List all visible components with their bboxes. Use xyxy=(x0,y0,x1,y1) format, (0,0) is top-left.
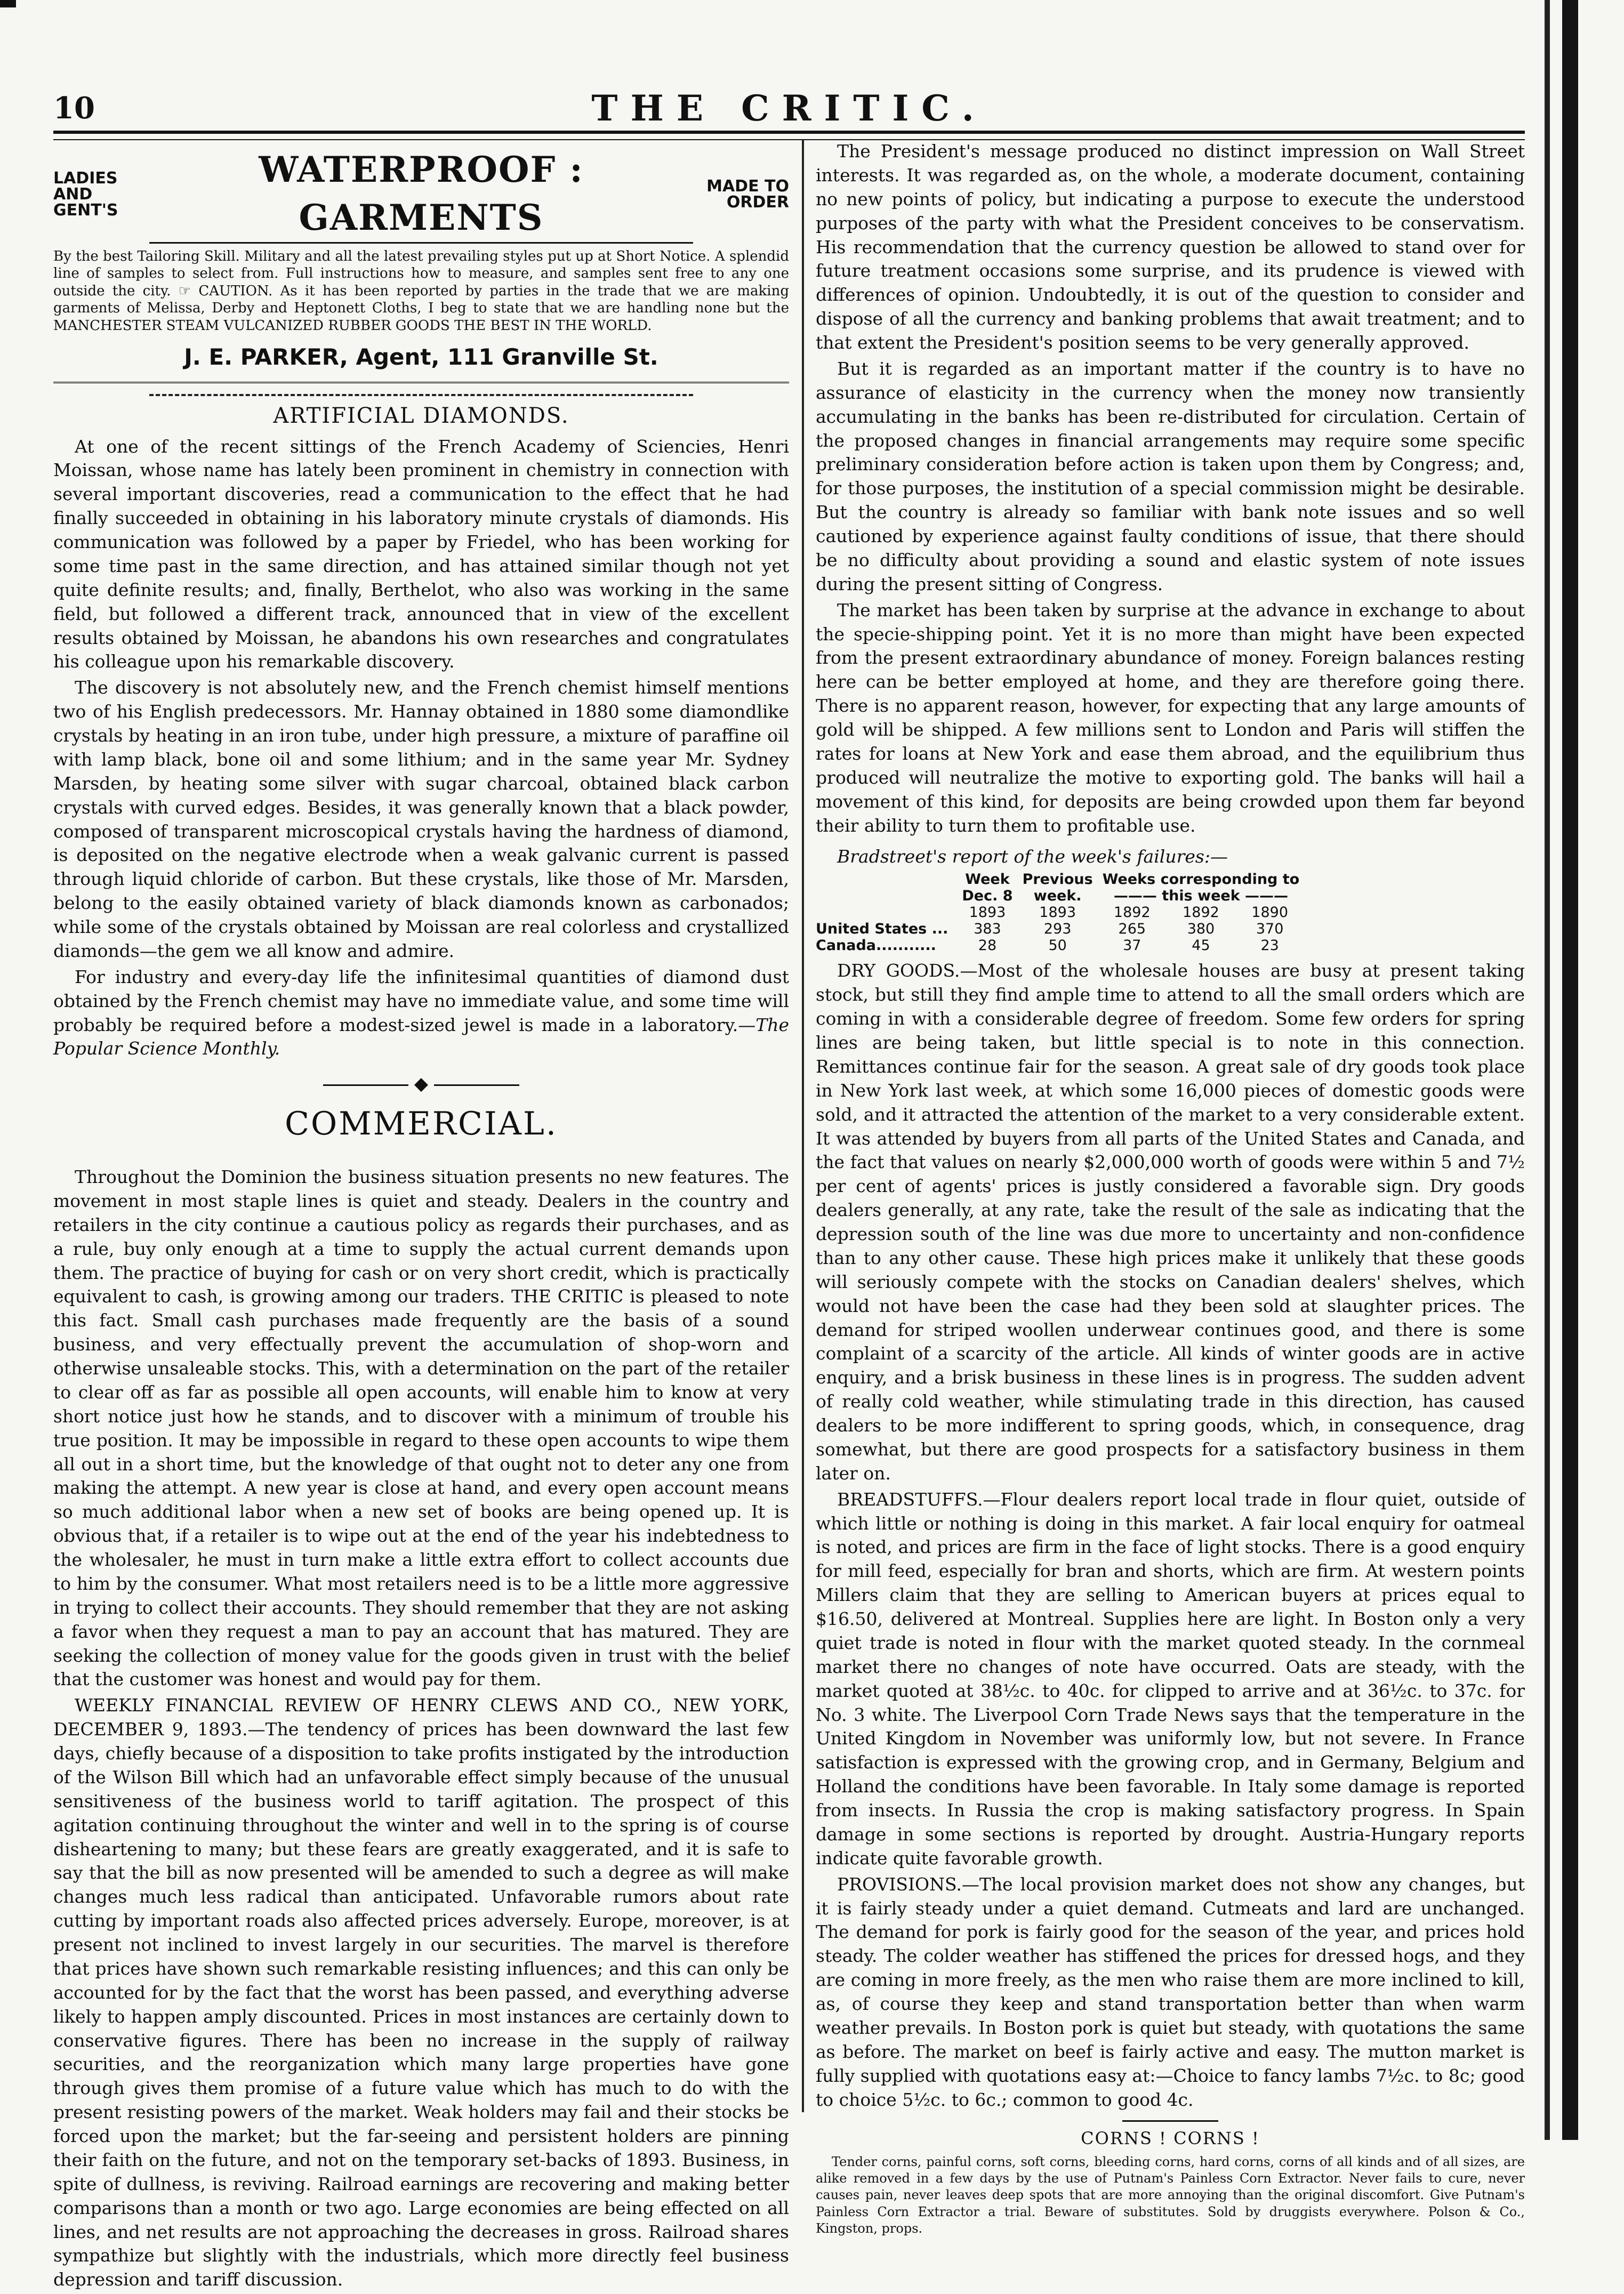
ad-title: WATERPROOF : GARMENTS xyxy=(149,146,693,244)
section-divider xyxy=(149,394,693,396)
table-row: United States ... 383 293 265 380 370 xyxy=(816,921,1284,938)
binding-edge-thin xyxy=(1545,0,1550,2140)
waterproof-ad xyxy=(53,146,789,383)
running-title: THE CRITIC. xyxy=(591,87,987,129)
diamonds-paragraph xyxy=(53,965,789,1061)
diamonds-heading: ARTIFICIAL DIAMONDS. xyxy=(273,404,569,429)
ad-headline xyxy=(53,146,789,244)
page-number: 10 xyxy=(53,91,95,126)
clews-review-text: —The tendency of prices has been downward the last few days, chiefly because of a disposition to take profits instigated by the introduction of the Wilson Bill which had an unfavorable effect simply because of the unusual sensitiveness of the business world to tariff agitation. The prospect of this agitation continuing throughout the winter and well in to the spring is of course disheartening to many; but these fears are greatly exaggerated, and it is safe to say that the bill as now presented will be amended to such a degree as will make changes much less radical than anticipated. Unfavorable rumors about rate cutting by important roads also affected prices adversely. Europe, moreover, is at present not inclined to invest largely in our securities. The marvel is therefore that prices have shown such remarkable resisting influences; and this can only be accounted for by the fact that the worst has been passed, and everything adverse likely to happen amply discounted. Prices in most instances are certainly down to conservative figures. There has been no increase in the supply of railway securities, and the reorganization which many large properties have gone through gives them promise of a future value which has much to do with the present resisting powers of the market. Weak holders may fail and their stocks be forced upon the market; but the far-seeing and persistent holders are pinning their faith on the future, and not on the temporary set-backs of 1893. Business, in spite of dullness, is reviving. Railroad earnings are recovering and making better comparisons than a month or two ago. Large economies are being effected on all lines, and net results are not approaching the decreases in gross. Railroad shares sympathize but slightly with the industrials, which more directly feel business depression and tariff discussion. xyxy=(53,1719,789,2290)
provisions-text: —The local provision market does not show any changes, but it is fairly steady under a quiet demand. Cutmeats and lard are unchanged. The demand for pork is fairly good for the season of the year, and prices hold steady. The colder weather has stiffened the prices for dressed hogs, and they are coming in more freely, as the men who raise them are more inclined to kill, as, of course they keep and stand transportation better than when warm weather prevails. In Boston pork is quiet but steady, with quotations the same as before. The market on beef is fairly active and easy. The mutton market is fully supplied with quotations easy at:—Choice to fancy lambs 7½c. to 8c; good to choice 5½c. to 6c.; common to good 4c. xyxy=(816,1873,1525,2110)
corns-ad-text: Tender corns, painful corns, soft corns, bleeding corns, hard corns, corns of all kinds and of all sizes, are alike removed in a few days by the use of Putnam's Painless Corn Extractor. Never fails to cure, never causes pain, never leaves deep spots that are more annoying than the original discomfort. Give Putnam's Painless Corn Extractor a trial. Beware of substitutes. Sold by druggists everywhere. Polson & Co., Kingston, props. xyxy=(816,2154,1525,2236)
breadstuffs-lead: BREADSTUFFS. xyxy=(837,1488,983,1510)
commercial-paragraph: Throughout the Dominion the business situation presents no new features. The movement in most staple lines is quiet and steady. Dealers in the country and retailers in the city continue a cautious policy as regards their purchases, and as a rule, buy only enough at a time to supply the actual current demands upon them. The practice of buying for cash or on very short credit, which is practically equivalent to cash, is growing among our traders. THE CRITIC is pleased to note this fact. Small cash purchases made frequently are the basis of a sound business, and very effectually prevent the accumulation of shop-worn and otherwise unsaleable stocks. This, with a determination on the part of the retailer to clear off as far as possible all open accounts, will enable him to know at very short notice just how he stands, and to discover with a minimum of trouble his true position. It may be impossible in regard to these open accounts to wipe them all out in a short time, but the knowledge of that ought not to deter any one from making the attempt. A new year is close at hand, and every open account means so much additional labor when a new set of books are being opened up. It is obvious that, if a retailer is to wipe out at the end of the year his indebtedness to the wholesaler, he must in turn make a little extra effort to collect accounts due to him by the consumer. What most retailers need is to be a little more aggressive in trying to collect their accounts. They should remember that they are not asking a favor when they request a man to pay an account that has matured. They are seeking the collection of money value for the goods given in trust with the belief that the customer was honest and would pay for them. xyxy=(53,1166,789,1690)
corns-ad xyxy=(816,2154,1525,2237)
diamonds-text: For industry and every-day life the infinitesimal quantities of diamond dust obtained by the French chemist may have no immediate value, and some time will probably be required before a modest-sized jewel is made in a laboratory.— xyxy=(53,966,789,1035)
right-column xyxy=(816,140,1525,2239)
provisions-lead: PROVISIONS. xyxy=(837,1873,962,1895)
dry-goods-lead: DRY GOODS. xyxy=(837,960,960,981)
ad-right-label: MADE TO ORDER xyxy=(706,177,789,212)
commercial-paragraph: But it is regarded as an important matter if the country is to have no assurance of elasticity in the currency when the money now transiently accumulating in the banks has been re-distributed for circulation. Certain of the proposed changes in financial arrangements may require some specific preliminary consideration before action is taken upon them by Congress; and, for those purposes, the institution of a special commission might be desirable. But the country is already so familiar with bank note issues and so well cautioned by experience against faulty conditions of issue, that there should be no difficulty about providing a sound and elastic system of note issues during the present sitting of Congress. xyxy=(816,358,1525,594)
ornament-divider: ◆ xyxy=(53,1072,789,1096)
header-rule xyxy=(53,131,1525,140)
ad-left-label: LADIES AND GENT'S xyxy=(53,169,118,220)
dry-goods-paragraph xyxy=(816,959,1525,1485)
ad-body: By the best Tailoring Skill. Military and all the latest prevailing styles put up at Short Notice. A splendid line of samples to select from. Full instructions how to measure, and samples sent free to any one outside the city. ☞ CAUTION. As it has been reported by parties in the trade that we are making garments of Melissa, Derby and Heptonett Cloths, I beg to state that we are handling none but the MANCHESTER STEAM VULCANIZED RUBBER GOODS THE BEST IN THE WORLD. xyxy=(53,248,789,334)
failures-table xyxy=(816,871,1309,954)
table-row: Canada........... 28 50 37 45 23 xyxy=(816,937,1279,954)
clews-review-lead: WEEKLY FINANCIAL REVIEW OF HENRY CLEWS AND CO., NEW YORK, DECEMBER 9, 1893. xyxy=(53,1695,789,1740)
provisions-paragraph xyxy=(816,1873,1525,2112)
dry-goods-text: —Most of the wholesale houses are busy at present taking stock, but still they find ample time to attend to all the small orders which are coming in with a considerable degree of freedom. Some few orders for spring lines are being taken, but little special is to note in this connection. Remittances continue fair for the season. A great sale of dry goods took place in New York last week, at which some 16,000 pieces of domestic goods were sold, and it attracted the attention of the market to a very considerable extent. It was attended by buyers from all parts of the United States and Canada, and the fact that values on nearly $2,000,000 worth of goods were within 5 and 7½ per cent of agents' prices is justly considered a favorable sign. Dry goods dealers generally, at any rate, take the result of the sale as indicating that the depression south of the line was due more to uncertainty and non-confidence than to any other cause. These high prices make it unlikely that these goods will seriously compete with the stocks on Canadian dealers' shelves, which would not have been the case had they been sold at slaughter prices. The demand for striped woollen underwear continues good, and there is some complaint of a scarcity of the article. All kinds of winter goods are in active enquiry, and a brisk business in these lines is in progress. The sudden advent of really cold weather, while stimulating trade in this direction, has caused dealers to be more indifferent to spring goods, which, in consequence, drag somewhat, but there are good prospects for a satisfactory business in them later on. xyxy=(816,960,1525,1484)
diamonds-source: The Popular Science Monthly. xyxy=(53,1014,789,1059)
binding-edge xyxy=(1562,0,1578,2140)
failures-year-row: 1893 1893 1892 1892 1890 xyxy=(969,904,1288,921)
bradstreets-intro: Bradstreet's report of the week's failures:— xyxy=(837,846,1228,867)
failures-head-row: Dec. 8 week. ——— this week ——— xyxy=(962,888,1289,905)
diamonds-paragraph: The discovery is not absolutely new, and the French chemist himself mentions two of his English predecessors. Mr. Hannay obtained in 1880 some diamondlike crystals by heating in an iron tube, under high pressure, a mixture of paraffine oil with lamp black, bone oil and some lithium; and in the same year Mr. Sydney Marsden, by heating some silver with sugar charcoal, obtained black carbon crystals with curved edges. Besides, it was generally known that a black powder, composed of transparent microscopical crystals having the hardness of diamond, is deposited on the negative electrode when a weak galvanic current is passed through liquid chloride of carbon. But these crystals, like those of Mr. Marsden, belong to the easily obtained variety of black diamonds known as carbonados; while some of the crystals obtained by Moissan are real colorless and crystallized diamonds—the gem we all know and admire. xyxy=(53,677,789,961)
page-edge-mark xyxy=(0,0,16,7)
clews-review-paragraph xyxy=(53,1694,789,2292)
column-divider xyxy=(802,140,804,2112)
page-header xyxy=(53,80,1525,139)
diamonds-paragraph: At one of the recent sittings of the French Academy of Sciencies, Henri Moissan, whose name has lately been prominent in chemistry in connection with several important discoveries, read a communication to the effect that he had finally succeeded in obtaining in his laboratory minute crystals of diamonds. His communication was followed by a paper by Friedel, who has been working for some time past in the same direction, and has attained similar though not yet quite definite results; and, finally, Berthelot, who also was working in the same field, but followed a different track, announced that in view of the excellent results obtained by Moissan, he abandons his own researches and congratulates his colleague upon his remarkable discovery. xyxy=(53,436,789,672)
breadstuffs-paragraph xyxy=(816,1488,1525,1871)
failures-head-row: Week Previous Weeks corresponding to xyxy=(965,871,1300,888)
corns-title: CORNS ! CORNS ! xyxy=(1081,2128,1260,2149)
commercial-heading: COMMERCIAL. xyxy=(285,1105,558,1143)
commercial-paragraph: The President's message produced no distinct impression on Wall Street interests. It was regarded as, on the whole, a moderate document, containing no new points of policy, but indicating a purpose to execute the understood purposes of the party with what the President conceives to be conservatism. His recommendation that the currency question be allowed to stand over for future treatment occasions some surprise, and its prudence is viewed with differences of opinion. Undoubtedly, it is out of the question to consider and dispose of all the currency and banking problems that await treatment; and to that extent the President's position seems to be very generally approved. xyxy=(816,141,1525,353)
corns-divider xyxy=(1122,2120,1218,2122)
breadstuffs-text: —Flour dealers report local trade in flour quiet, outside of which little or nothing is doing in this market. A fair local enquiry for oatmeal is noted, and prices are firm in the face of light stocks. There is a good enquiry for mill feed, especially for bran and shorts, which are firm. At western points Millers claim that they are selling to American buyers at prices equal to $16.50, delivered at Montreal. Supplies here are light. In Boston only a very quiet trade is noted in flour with the market quoted steady. In the cornmeal market there no changes of note have occurred. Oats are steady, with the market quoted at 38½c. to 40c. for clipped to arrive and at 36½c. to 37c. for No. 3 white. The Liverpool Corn Trade News says that the temperature in the United Kingdom in November was uniformly low, but not severe. In France satisfaction is expressed with the growing crop, and in Germany, Belgium and Holland the conditions have been favorable. In Italy some damage is reported from insects. In Russia the crop is making satisfactory progress. In Spain damage in some sections is reported by drought. Austria-Hungary reports indicate quite favorable growth. xyxy=(816,1488,1525,1869)
left-column xyxy=(53,140,789,2294)
ad-agent: J. E. PARKER, Agent, 111 Granville St. xyxy=(184,344,658,370)
commercial-paragraph: The market has been taken by surprise at the advance in exchange to about the specie-shipping point. Yet it is no more than might have been expected from the present extraordinary abundance of money. Foreign balances resting here can be better employed at home, and they are therefore going there. There is no apparent reason, however, for expecting that any large amounts of gold will be shipped. A few millions sent to London and Paris will stiffen the rates for loans at New York and ease them abroad, and the equilibrium thus produced will neutralize the motive to exporting gold. The banks will hail a movement of this kind, for deposits are being crowded upon them far beyond their ability to turn them to profitable use. xyxy=(816,599,1525,836)
